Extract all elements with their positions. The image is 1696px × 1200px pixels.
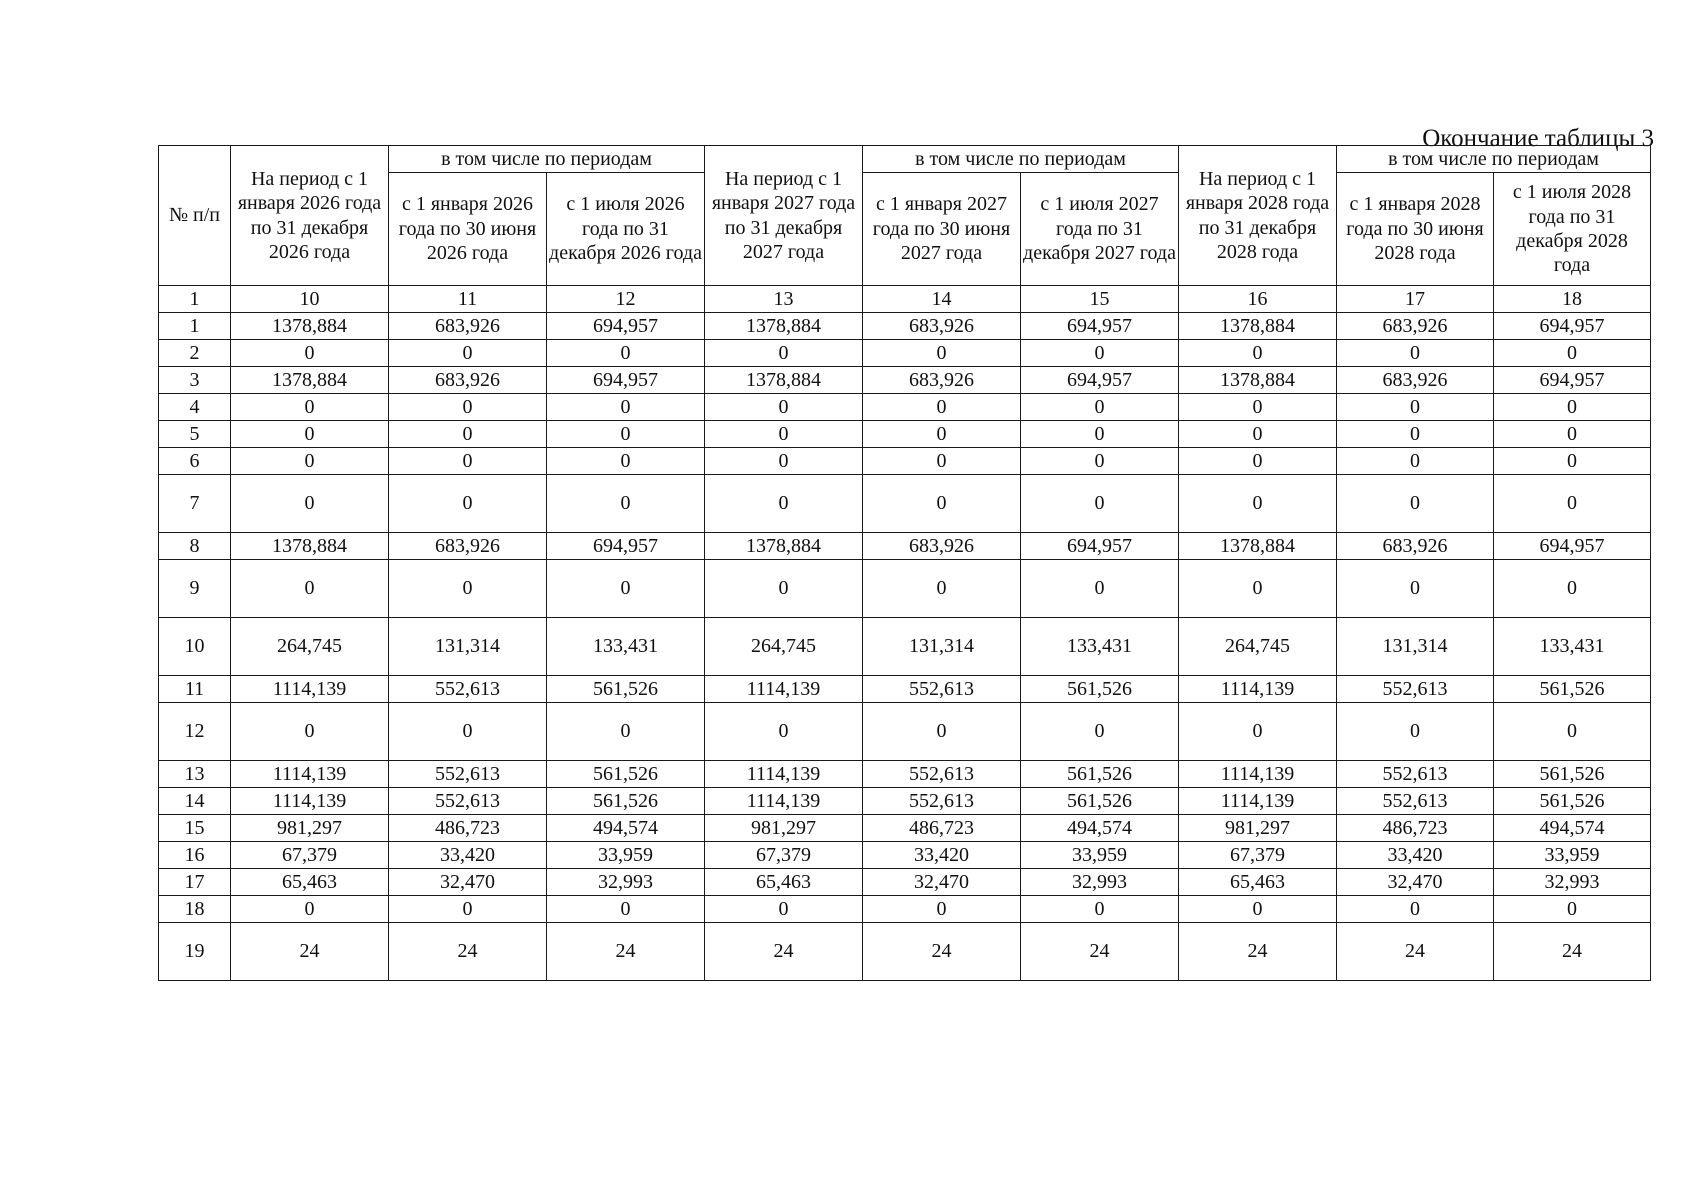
table-cell: 561,526 [547,788,705,815]
column-number: 17 [1337,286,1494,313]
table-cell: 0 [1494,560,1651,618]
table-row [159,788,1651,815]
table-cell: 0 [863,394,1021,421]
table-cell: 0 [1494,394,1651,421]
table-cell: 0 [1494,896,1651,923]
table-cell: 131,314 [1337,618,1494,676]
table-cell: 1114,139 [705,788,863,815]
header-num: № п/п [159,146,231,286]
header-2028-h1: с 1 января 2028 года по 30 июня 2028 года [1337,173,1494,286]
column-number: 18 [1494,286,1651,313]
table-cell: 0 [1021,560,1179,618]
header-subgroup-2026: в том числе по периодам [389,146,705,173]
table-row [159,923,1651,981]
table-cell: 561,526 [547,761,705,788]
table-cell: 24 [863,923,1021,981]
table-cell: 1378,884 [1179,367,1337,394]
table-cell: 0 [863,448,1021,475]
table-cell: 1114,139 [231,676,389,703]
table-cell: 552,613 [1337,761,1494,788]
table-cell: 1114,139 [1179,676,1337,703]
table-cell: 0 [1337,448,1494,475]
table-cell: 1378,884 [705,367,863,394]
table-cell: 24 [1021,923,1179,981]
table-cell: 133,431 [547,618,705,676]
table-cell: 0 [1021,421,1179,448]
table-cell: 981,297 [231,815,389,842]
table-cell: 1378,884 [1179,313,1337,340]
table-cell: 552,613 [1337,788,1494,815]
column-number: 13 [705,286,863,313]
table-cell: 0 [705,560,863,618]
table-cell: 32,993 [1494,869,1651,896]
table-cell: 0 [1021,475,1179,533]
table-cell: 0 [863,340,1021,367]
table-cell: 24 [1179,923,1337,981]
table-cell: 0 [547,394,705,421]
row-number: 4 [159,394,231,421]
table-cell: 0 [1179,340,1337,367]
table-cell: 1114,139 [705,761,863,788]
table-cell: 0 [863,896,1021,923]
table-cell: 0 [231,896,389,923]
table-cell: 32,470 [1337,869,1494,896]
table-cell: 561,526 [1021,788,1179,815]
row-number: 9 [159,560,231,618]
table-cell: 552,613 [389,788,547,815]
table-cell: 0 [705,448,863,475]
column-number: 10 [231,286,389,313]
table-cell: 1378,884 [231,313,389,340]
table-cell: 486,723 [863,815,1021,842]
table-cell: 0 [1494,475,1651,533]
table-cell: 694,957 [547,533,705,560]
table-body [159,313,1651,981]
table-row [159,421,1651,448]
table-cell: 683,926 [1337,367,1494,394]
header-period-2028-total: На период с 1 января 2028 года по 31 декабря 2028 года [1179,146,1337,286]
table-cell: 694,957 [1494,533,1651,560]
column-number: 15 [1021,286,1179,313]
table-cell: 67,379 [231,842,389,869]
table-cell: 1114,139 [231,788,389,815]
table-cell: 33,420 [389,842,547,869]
header-2026-h2: с 1 июля 2026 года по 31 декабря 2026 года [547,173,705,286]
table-cell: 0 [547,340,705,367]
table-row [159,869,1651,896]
table-cell: 694,957 [547,367,705,394]
table-cell: 32,993 [547,869,705,896]
table-cell: 0 [1337,560,1494,618]
table-cell: 0 [705,475,863,533]
table-cell: 32,470 [863,869,1021,896]
table-cell: 552,613 [863,676,1021,703]
table-cell: 694,957 [1494,367,1651,394]
table-cell: 0 [1337,703,1494,761]
table-cell: 1378,884 [1179,533,1337,560]
header-period-2026-total: На период с 1 января 2026 года по 31 декабря 2026 года [231,146,389,286]
row-number: 13 [159,761,231,788]
table-cell: 0 [1494,448,1651,475]
table-cell: 561,526 [1494,761,1651,788]
table-cell: 0 [863,703,1021,761]
table-row [159,475,1651,533]
column-number: 14 [863,286,1021,313]
table-cell: 0 [1021,394,1179,421]
header-subgroup-2028: в том числе по периодам [1337,146,1651,173]
row-number: 11 [159,676,231,703]
table-cell: 0 [863,560,1021,618]
table-cell: 694,957 [1021,313,1179,340]
table-cell: 494,574 [547,815,705,842]
column-numbers-row [159,286,1651,313]
table-cell: 1114,139 [231,761,389,788]
table-cell: 133,431 [1021,618,1179,676]
table-cell: 0 [231,421,389,448]
table-cell: 0 [1179,421,1337,448]
row-number: 1 [159,313,231,340]
table-cell: 0 [1021,448,1179,475]
table-cell: 683,926 [863,313,1021,340]
table-cell: 0 [1179,560,1337,618]
table-cell: 0 [547,703,705,761]
table-cell: 0 [1337,394,1494,421]
row-number: 17 [159,869,231,896]
table-cell: 33,959 [1494,842,1651,869]
table-cell: 683,926 [863,367,1021,394]
header-2027-h2: с 1 июля 2027 года по 31 декабря 2027 года [1021,173,1179,286]
table-cell: 0 [389,448,547,475]
table-cell: 0 [389,394,547,421]
table-cell: 552,613 [863,761,1021,788]
table-cell: 981,297 [1179,815,1337,842]
header-row-1 [159,146,1651,173]
table-row [159,761,1651,788]
header-subgroup-2027: в том числе по периодам [863,146,1179,173]
table-cell: 561,526 [547,676,705,703]
table-cell: 0 [705,394,863,421]
table-cell: 494,574 [1494,815,1651,842]
table-cell: 561,526 [1021,761,1179,788]
table-cell: 552,613 [389,676,547,703]
table-row [159,340,1651,367]
table-cell: 32,470 [389,869,547,896]
table-cell: 32,993 [1021,869,1179,896]
table-cell: 0 [1179,896,1337,923]
table-cell: 1378,884 [231,533,389,560]
table-cell: 0 [231,475,389,533]
table-row [159,533,1651,560]
row-number: 7 [159,475,231,533]
table-cell: 67,379 [1179,842,1337,869]
table-cell: 0 [231,394,389,421]
table-row [159,676,1651,703]
table-cell: 552,613 [389,761,547,788]
row-number: 18 [159,896,231,923]
column-number: 11 [389,286,547,313]
table-cell: 0 [705,340,863,367]
table-cell: 0 [1337,421,1494,448]
table-cell: 24 [1494,923,1651,981]
table-cell: 683,926 [863,533,1021,560]
table-cell: 0 [389,896,547,923]
row-number: 2 [159,340,231,367]
table-cell: 67,379 [705,842,863,869]
table-cell: 683,926 [389,313,547,340]
row-number: 10 [159,618,231,676]
table-cell: 561,526 [1494,676,1651,703]
table-cell: 0 [231,340,389,367]
table-cell: 131,314 [389,618,547,676]
table-cell: 264,745 [1179,618,1337,676]
table-cell: 1114,139 [705,676,863,703]
header-2026-h1: с 1 января 2026 года по 30 июня 2026 года [389,173,547,286]
table-cell: 552,613 [1337,676,1494,703]
header-2027-h1: с 1 января 2027 года по 30 июня 2027 года [863,173,1021,286]
row-number: 5 [159,421,231,448]
table-row [159,560,1651,618]
table-cell: 0 [389,475,547,533]
row-number: 15 [159,815,231,842]
table-cell: 1378,884 [231,367,389,394]
table-cell: 1378,884 [705,313,863,340]
table-cell: 0 [1179,703,1337,761]
table-cell: 683,926 [389,533,547,560]
table-cell: 0 [1494,340,1651,367]
table-cell: 0 [231,560,389,618]
table-cell: 0 [1179,394,1337,421]
table-cell: 0 [231,703,389,761]
table-cell: 0 [705,703,863,761]
table-cell: 24 [705,923,863,981]
table-cell: 0 [389,703,547,761]
header-period-2027-total: На период с 1 января 2027 года по 31 декабря 2027 года [705,146,863,286]
table-cell: 683,926 [1337,533,1494,560]
table-caption: Окончание таблицы 3 [1422,125,1654,152]
table-cell: 561,526 [1021,676,1179,703]
table-row [159,618,1651,676]
row-number: 6 [159,448,231,475]
column-number: 1 [159,286,231,313]
table-cell: 0 [705,896,863,923]
table-cell: 0 [1179,448,1337,475]
table-cell: 0 [1494,421,1651,448]
table-cell: 0 [1337,896,1494,923]
table-row [159,394,1651,421]
column-number: 12 [547,286,705,313]
row-number: 12 [159,703,231,761]
table-row [159,367,1651,394]
table-row [159,896,1651,923]
table-cell: 486,723 [1337,815,1494,842]
table-cell: 0 [1494,703,1651,761]
column-number: 16 [1179,286,1337,313]
table-cell: 0 [1021,896,1179,923]
table-cell: 0 [1179,475,1337,533]
table-cell: 65,463 [231,869,389,896]
table-cell: 33,420 [1337,842,1494,869]
table-cell: 0 [547,448,705,475]
table-cell: 0 [389,421,547,448]
table-cell: 1114,139 [1179,788,1337,815]
table-cell: 694,957 [1021,533,1179,560]
table-cell: 264,745 [705,618,863,676]
table-cell: 24 [1337,923,1494,981]
table-cell: 0 [547,560,705,618]
table-cell: 33,959 [1021,842,1179,869]
table-row [159,703,1651,761]
row-number: 19 [159,923,231,981]
table-cell: 33,959 [547,842,705,869]
table-cell: 486,723 [389,815,547,842]
table-cell: 131,314 [863,618,1021,676]
table-cell: 694,957 [1021,367,1179,394]
row-number: 16 [159,842,231,869]
table-cell: 1378,884 [705,533,863,560]
table-cell: 0 [705,421,863,448]
table-cell: 24 [231,923,389,981]
table-cell: 0 [863,475,1021,533]
table-cell: 133,431 [1494,618,1651,676]
table-cell: 683,926 [1337,313,1494,340]
table-row [159,842,1651,869]
table-cell: 0 [1337,340,1494,367]
row-number: 8 [159,533,231,560]
table-cell: 0 [547,421,705,448]
table-row [159,448,1651,475]
data-table [158,145,1651,981]
table-cell: 0 [389,560,547,618]
table-cell: 694,957 [547,313,705,340]
row-number: 14 [159,788,231,815]
table-cell: 1114,139 [1179,761,1337,788]
table-cell: 264,745 [231,618,389,676]
table-cell: 0 [1337,475,1494,533]
table-cell: 33,420 [863,842,1021,869]
table-cell: 24 [389,923,547,981]
row-number: 3 [159,367,231,394]
table-cell: 65,463 [705,869,863,896]
table-cell: 65,463 [1179,869,1337,896]
table-row [159,815,1651,842]
header-2028-h2: с 1 июля 2028 года по 31 декабря 2028 года [1494,173,1651,286]
table-row [159,313,1651,340]
table-cell: 24 [547,923,705,981]
table-cell: 0 [231,448,389,475]
table-cell: 552,613 [863,788,1021,815]
table-cell: 0 [1021,340,1179,367]
table-cell: 494,574 [1021,815,1179,842]
table-cell: 0 [863,421,1021,448]
table-cell: 683,926 [389,367,547,394]
table-cell: 0 [547,896,705,923]
table-cell: 0 [1021,703,1179,761]
table-cell: 0 [389,340,547,367]
table-cell: 694,957 [1494,313,1651,340]
table-cell: 561,526 [1494,788,1651,815]
table-cell: 981,297 [705,815,863,842]
table-cell: 0 [547,475,705,533]
